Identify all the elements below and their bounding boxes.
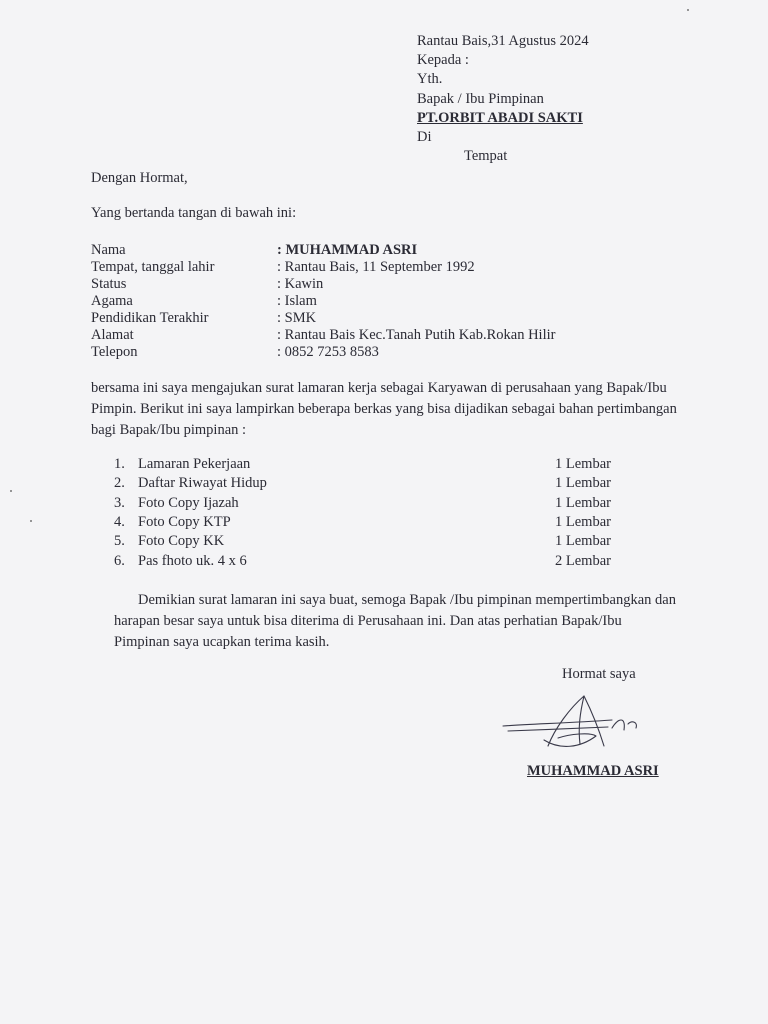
scan-speck — [10, 490, 12, 492]
di-label: Di — [417, 129, 432, 145]
attachment-num: 3. — [114, 495, 125, 511]
place-date: Rantau Bais,31 Agustus 2024 — [417, 33, 589, 49]
attachment-num: 4. — [114, 514, 125, 530]
company-name: PT.ORBIT ABADI SAKTI — [417, 110, 583, 126]
label-status: Status — [91, 276, 127, 292]
closing-line-2: harapan besar saya untuk bisa diterima di Perusahaan ini. Dan atas perhatian Bapak/Ibu — [114, 613, 622, 629]
attachment-num: 5. — [114, 533, 125, 549]
scan-speck — [30, 520, 32, 522]
attachment-qty: 1 Lembar — [555, 456, 611, 472]
attachment-name: Foto Copy KK — [138, 533, 225, 549]
value-ttl: : Rantau Bais, 11 September 1992 — [277, 259, 475, 275]
closing-line-3: Pimpinan saya ucapkan terima kasih. — [114, 634, 330, 650]
attachment-qty: 1 Lembar — [555, 475, 611, 491]
greeting: Dengan Hormat, — [91, 170, 188, 186]
body-line-3: bagi Bapak/Ibu pimpinan : — [91, 422, 247, 438]
body-line-1: bersama ini saya mengajukan surat lamaran kerja sebagai Karyawan di perusahaan yang Bapak/Ibu — [91, 380, 667, 396]
value-pendidikan: : SMK — [277, 310, 317, 326]
label-ttl: Tempat, tanggal lahir — [91, 259, 215, 275]
body-line-2: Pimpin. Berikut ini saya lampirkan beberapa berkas yang bisa dijadikan sebagai bahan pertimbangan — [91, 401, 677, 417]
attachment-name: Foto Copy Ijazah — [138, 495, 239, 511]
recipient: Bapak / Ibu Pimpinan — [417, 91, 544, 107]
attachment-name: Daftar Riwayat Hidup — [138, 475, 267, 491]
signoff: Hormat saya — [562, 666, 636, 682]
signature-drawing — [500, 688, 660, 754]
attachment-name: Foto Copy KTP — [138, 514, 231, 530]
signer-name: MUHAMMAD ASRI — [527, 763, 659, 779]
value-agama: : Islam — [277, 293, 317, 309]
attachment-num: 2. — [114, 475, 125, 491]
attachment-qty: 1 Lembar — [555, 495, 611, 511]
label-telepon: Telepon — [91, 344, 138, 360]
attachment-name: Lamaran Pekerjaan — [138, 456, 251, 472]
attachment-name: Pas fhoto uk. 4 x 6 — [138, 553, 247, 569]
value-alamat: : Rantau Bais Kec.Tanah Putih Kab.Rokan Hilir — [277, 327, 556, 343]
attachment-num: 6. — [114, 553, 125, 569]
yth-label: Yth. — [417, 71, 443, 87]
label-agama: Agama — [91, 293, 133, 309]
value-status: : Kawin — [277, 276, 324, 292]
attachment-qty: 1 Lembar — [555, 514, 611, 530]
intro-text: Yang bertanda tangan di bawah ini: — [91, 205, 297, 221]
tempat-label: Tempat — [464, 148, 508, 164]
label-alamat: Alamat — [91, 327, 134, 343]
closing-line-1: Demikian surat lamaran ini saya buat, semoga Bapak /Ibu pimpinan mempertimbangkan dan — [138, 592, 676, 608]
value-telepon: : 0852 7253 8583 — [277, 344, 379, 360]
attachment-num: 1. — [114, 456, 125, 472]
label-pendidikan: Pendidikan Terakhir — [91, 310, 209, 326]
value-nama: : MUHAMMAD ASRI — [277, 242, 418, 258]
attachment-qty: 2 Lembar — [555, 553, 611, 569]
label-nama: Nama — [91, 242, 126, 258]
to-label: Kepada : — [417, 52, 469, 68]
scan-speck — [687, 9, 689, 11]
attachment-qty: 1 Lembar — [555, 533, 611, 549]
